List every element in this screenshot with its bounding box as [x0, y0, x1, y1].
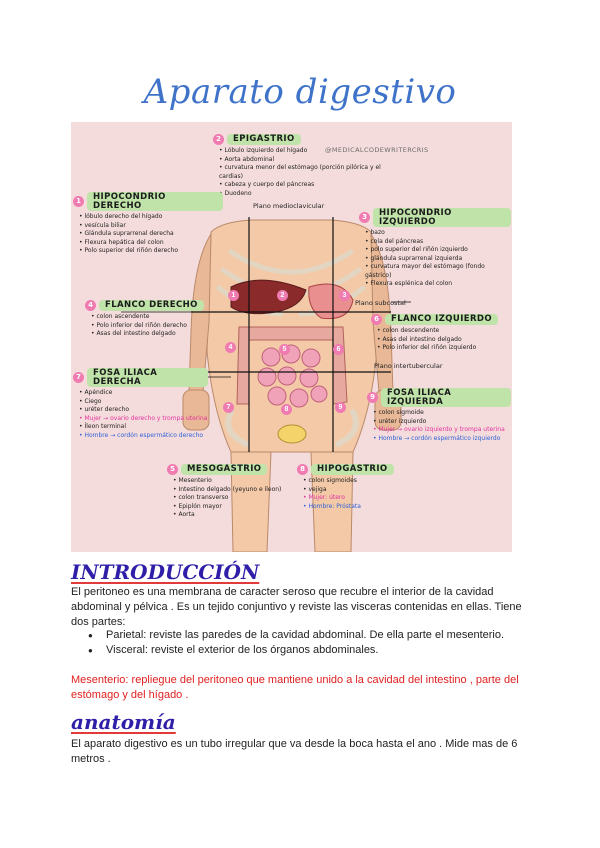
region-flanco-izquierdo — [371, 314, 511, 353]
region-item: • Glándula suprarrenal derecha — [79, 230, 223, 239]
list-item: ● Visceral: reviste el exterior de los órganos abdominales. — [88, 643, 528, 658]
region-fosa-iliaca-izquierda — [367, 388, 511, 443]
region-item: • colon sigmoide — [373, 409, 511, 418]
region-item: • polo superior del riñón izquierdo — [365, 246, 511, 255]
region-item: • lóbulo derecho del hígado — [79, 213, 223, 222]
region-number: 6 — [371, 314, 382, 325]
region-title: FOSA ILIACA IZQUIERDA — [381, 388, 511, 407]
grid-number-1: 1 — [228, 290, 239, 301]
grid-number-6: 6 — [333, 344, 344, 355]
region-item: • Intestino delgado (yeyuno e íleon) — [173, 486, 293, 495]
region-item: • colon sigmoides — [303, 477, 437, 486]
region-title: FOSA ILIACA DERECHA — [87, 368, 208, 387]
region-item: • uréter derecho — [79, 406, 208, 415]
region-item: • Íleon terminal — [79, 423, 208, 432]
intro-bullets — [88, 628, 528, 658]
region-item: • Hombre: Próstata — [303, 503, 437, 512]
region-item: • colon transverso — [173, 494, 293, 503]
region-mesogastrio — [167, 464, 293, 520]
region-fosa-iliaca-derecha — [73, 368, 208, 440]
region-item: • Duodeno — [219, 190, 403, 199]
region-item: • Flexura esplénica del colon — [365, 280, 511, 289]
region-item: • Polo superior del riñón derecho — [79, 247, 223, 256]
region-title: FLANCO DERECHO — [99, 300, 204, 311]
region-item: • Aorta abdominal — [219, 156, 403, 165]
grid-number-8: 8 — [281, 404, 292, 415]
region-item: • Hombre → cordón espermático izquierdo — [373, 435, 511, 444]
region-number: 2 — [213, 134, 224, 145]
region-item: • vejiga — [303, 486, 437, 495]
page-title: Aparato digestivo — [143, 72, 457, 112]
region-item: • Asas del intestino delgado — [91, 330, 225, 339]
region-item: • colon descendente — [377, 327, 511, 336]
grid-number-3: 3 — [339, 290, 350, 301]
region-item: • Aorta — [173, 511, 293, 520]
anatomia-paragraph: El aparato digestivo es un tubo irregular que va desde la boca hasta el ano . Mide mas de 6 metros . — [71, 738, 518, 765]
grid-number-2: 2 — [277, 290, 288, 301]
plane-intertubercular-label: Plano intertubercular — [374, 362, 443, 370]
region-number: 1 — [73, 196, 84, 207]
grid-number-9: 9 — [335, 402, 346, 413]
region-flanco-derecho — [85, 300, 225, 339]
region-item: • Epiplón mayor — [173, 503, 293, 512]
region-item: • Polo inferior del riñón derecho — [91, 322, 225, 331]
region-item: • Asas del intestino delgado — [377, 336, 511, 345]
region-hipogastrio — [297, 464, 437, 511]
region-item: • cabeza y cuerpo del páncreas — [219, 181, 403, 190]
region-hipocondrio-izquierdo — [359, 208, 511, 289]
region-number: 7 — [73, 372, 84, 383]
region-item: • Apéndice — [79, 389, 208, 398]
list-item: ● Parietal: reviste las paredes de la cavidad abdominal. De ella parte el mesenterio. — [88, 628, 528, 643]
grid-number-5: 5 — [279, 344, 290, 355]
region-item: • Polo inferior del riñón izquierdo — [377, 344, 511, 353]
anatomia-heading: anatomía — [71, 710, 176, 734]
region-item: • uréter izquierdo — [373, 418, 511, 427]
region-item: • Flexura hepática del colon — [79, 239, 223, 248]
mesenterio-note: Mesenterio: repliegue del peritoneo que mantiene unido a la cavidad del intestino , parte del estómago y del hígado . — [71, 674, 519, 701]
region-number: 8 — [297, 464, 308, 475]
region-item: • bazo — [365, 229, 511, 238]
region-hipocondrio-derecho — [73, 192, 223, 256]
region-item: • cola del páncreas — [365, 238, 511, 247]
region-item: • curvatura menor del estómago (porción pilórica y el cardias) — [219, 164, 403, 181]
region-item: • Ciego — [79, 398, 208, 407]
abdominal-regions-figure — [71, 122, 512, 552]
region-item: • glándula suprarrenal izquierda — [365, 255, 511, 264]
region-item: • vesícula biliar — [79, 222, 223, 231]
region-title: FLANCO IZQUIERDO — [385, 314, 498, 325]
region-title: HIPOCONDRIO IZQUIERDO — [373, 208, 511, 227]
region-title: MESOGASTRIO — [181, 464, 267, 475]
region-number: 9 — [367, 392, 378, 403]
intro-paragraph: El peritoneo es una membrana de caracter seroso que recubre el interior de la cavidad abdominal y pélvica . Es un tejido conjuntivo y reviste las visceras contenidas en ellas. Tiene dos partes: — [71, 586, 522, 628]
region-title: HIPOCONDRIO DERECHO — [87, 192, 223, 211]
grid-number-7: 7 — [223, 402, 234, 413]
plane-subcostal-label: Plano subcostal — [355, 299, 406, 307]
region-number: 5 — [167, 464, 178, 475]
region-item: • Mujer → ovario derecho y trompa uterina — [79, 415, 208, 424]
region-epigastrio — [213, 134, 403, 198]
region-item: • Mujer: útero — [303, 494, 437, 503]
region-item: • Mujer → ovario izquierdo y trompa uterina — [373, 426, 511, 435]
watermark: @MEDICALCODEWRITERCRIS — [325, 146, 429, 154]
intro-heading: INTRODUCCIÓN — [71, 560, 260, 584]
grid-number-4: 4 — [225, 342, 236, 353]
region-item: • Mesenterio — [173, 477, 293, 486]
region-item: • Lóbulo izquierdo del hígado — [219, 147, 403, 156]
region-number: 3 — [359, 212, 370, 223]
region-title: HIPOGASTRIO — [311, 464, 394, 475]
region-number: 4 — [85, 300, 96, 311]
plane-vertical-label: Plano medioclavicular — [253, 202, 325, 210]
region-item: • curvatura mayor del estómago (fondo gástrico) — [365, 263, 511, 280]
region-item: • colon ascendente — [91, 313, 225, 322]
region-item: • Hombre → cordón espermático derecho — [79, 432, 208, 441]
region-title: EPIGASTRIO — [227, 134, 301, 145]
